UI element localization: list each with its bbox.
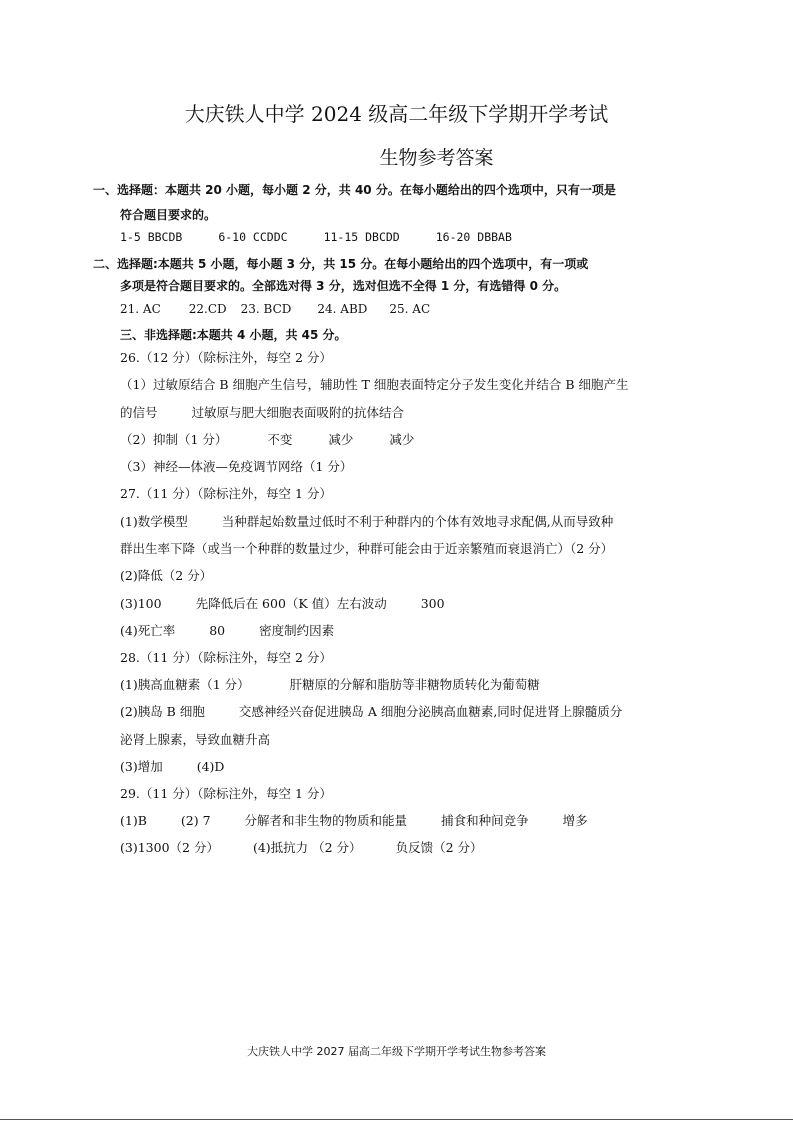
answer-group: 11-15 DBCDD (323, 230, 400, 244)
section1-heading-line2: 符合题目要求的。 (120, 208, 217, 222)
q27-blank: 80 (209, 623, 226, 638)
answer-item: 25. AC (389, 302, 431, 316)
q27-blank: (4)死亡率 (120, 623, 176, 638)
q28-blank: 肝糖原的分解和脂肪等非糖物质转化为葡萄糖 (289, 677, 540, 692)
document-subtitle: 生物参考答案 (379, 147, 494, 169)
q26-blank: 的信号 (120, 405, 158, 420)
q27-answer-1b: 群出生率下降（或当一个种群的数量过少，种群可能会由于近亲繁殖而衰退消亡）（2 分） (120, 541, 614, 556)
q26-header: 26.（12 分）（除标注外，每空 2 分） (120, 350, 332, 365)
q29-blank: (1)B (120, 813, 147, 828)
q27-blank: (1)数学模型 (120, 514, 188, 529)
answer-group: 6-10 CCDDC (218, 230, 288, 244)
bottom-divider (0, 1119, 793, 1120)
q28-blank: (1)胰高血糖素（1 分） (120, 677, 250, 692)
q28-answer-3-4 (120, 758, 224, 776)
q27-header: 27.（11 分）（除标注外，每空 1 分） (120, 486, 332, 501)
q29-answer-1 (120, 812, 588, 830)
q28-answer-2b: 泌肾上腺素，导致血糖升高 (120, 732, 271, 747)
section1-answers (120, 228, 512, 246)
section2-answers (120, 300, 430, 318)
q26-blank: 过敏原与肥大细胞表面吸附的抗体结合 (191, 405, 405, 420)
q27-answer-1a (120, 513, 613, 531)
answer-group: 1-5 BBCDB (120, 230, 183, 244)
q29-blank: 捕食和种间竞争 (441, 813, 529, 828)
q29-header: 29.（11 分）（除标注外，每空 1 分） (120, 786, 332, 801)
q27-blank: 300 (420, 596, 445, 611)
q26-answer-1b (120, 404, 404, 422)
answer-item: 23. BCD (240, 302, 292, 316)
document-title: 大庆铁人中学 2024 级高二年级下学期开学考试 (184, 102, 609, 126)
q29-blank: (3)1300（2 分） (120, 840, 219, 855)
page-footer: 大庆铁人中学 2027 届高二年级下学期开学考试生物参考答案 (247, 1045, 546, 1058)
q28-answer-2a (120, 703, 622, 721)
answer-group: 16-20 DBBAB (435, 230, 512, 244)
q29-blank: (2) 7 (180, 813, 211, 828)
q28-header: 28.（11 分）（除标注外，每空 2 分） (120, 650, 332, 665)
q29-blank: 分解者和非生物的物质和能量 (244, 813, 408, 828)
q28-blank: (4)D (196, 759, 225, 774)
answer-item: 22.CD (188, 302, 227, 316)
q27-answer-4 (120, 622, 334, 640)
q26-blank: （2）抑制（1 分） (120, 432, 228, 447)
q28-blank: (2)胰岛 B 细胞 (120, 704, 205, 719)
q27-blank: 密度制约因素 (259, 623, 335, 638)
q26-answer-1a: （1）过敏原结合 B 细胞产生信号，辅助性 T 细胞表面特定分子发生变化并结合 B 细胞产生 (120, 377, 629, 392)
section2-heading-line2: 多项是符合题目要求的。全部选对得 3 分，选对但选不全得 1 分，有选错得 0 分。 (120, 279, 567, 293)
q26-answer-2 (120, 431, 414, 449)
section3-heading: 三、非选择题:本题共 4 小题，共 45 分。 (120, 328, 347, 342)
q26-blank: 不变 (267, 432, 293, 447)
q28-blank: 交感神经兴奋促进胰岛 A 细胞分泌胰高血糖素,同时促进肾上腺髓质分 (238, 704, 623, 719)
q29-answer-2 (120, 839, 483, 857)
q27-blank: (3)100 (120, 596, 162, 611)
q26-blank: 减少 (328, 432, 354, 447)
q26-answer-3: （3）神经—体液—免疫调节网络（1 分） (120, 459, 353, 474)
q29-blank: (4)抵抗力 （2 分） (252, 840, 362, 855)
q26-blank: 减少 (389, 432, 415, 447)
section2-heading-line1: 二、选择题:本题共 5 小题，每小题 3 分，共 15 分。在每小题给出的四个选项中，有一项或 (93, 257, 589, 271)
section1-heading-line1: 一、选择题：本题共 20 小题，每小题 2 分，共 40 分。在每小题给出的四个选项中，只有一项是 (93, 183, 616, 197)
q29-blank: 负反馈（2 分） (395, 840, 483, 855)
q27-answer-2: (2)降低（2 分） (120, 568, 213, 583)
q28-answer-1 (120, 676, 540, 694)
answer-item: 24. ABD (317, 302, 368, 316)
q27-blank: 当种群起始数量过低时不利于种群内的个体有效地寻求配偶,从而导致种 (221, 514, 614, 529)
q27-blank: 先降低后在 600（K 值）左右波动 (195, 596, 387, 611)
q29-blank: 增多 (562, 813, 588, 828)
q27-answer-3 (120, 595, 445, 613)
q28-blank: (3)增加 (120, 759, 163, 774)
answer-item: 21. AC (120, 302, 161, 316)
